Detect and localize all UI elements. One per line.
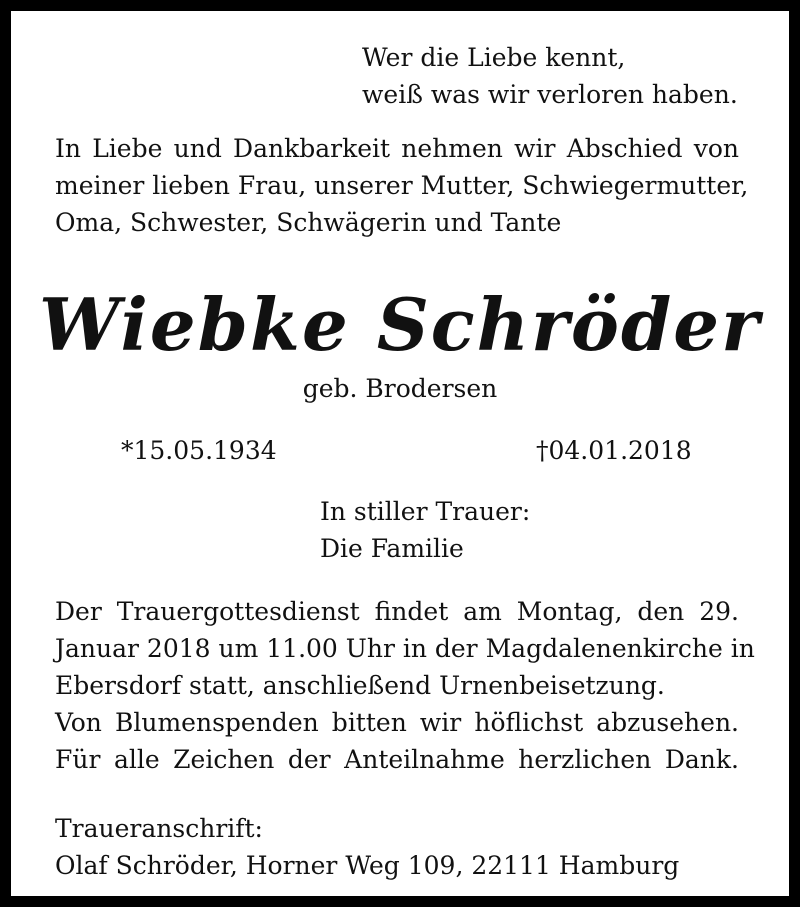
intro-paragraph: [55, 130, 749, 241]
motto-line-2: weiß was wir verloren haben.: [362, 80, 738, 109]
birth-date: *15.05.1934: [121, 436, 277, 465]
death-date: †04.01.2018: [536, 436, 692, 465]
service-line-4: Von Blumenspenden bitten wir höflichst abzusehen.: [55, 708, 739, 737]
mourners-line-1: In stiller Trauer:: [320, 497, 531, 526]
intro-line-3: Oma, Schwester, Schwägerin und Tante: [55, 208, 562, 237]
service-paragraph: [55, 593, 755, 778]
motto-line-1: Wer die Liebe kennt,: [362, 43, 626, 72]
address-value: Olaf Schröder, Horner Weg 109, 22111 Hamburg: [55, 851, 680, 880]
service-line-2: Januar 2018 um 11.00 Uhr in der Magdalenenkirche in: [55, 634, 755, 663]
address-label: Traueranschrift:: [55, 814, 263, 843]
service-line-3: Ebersdorf statt, anschließend Urnenbeisetzung.: [55, 671, 665, 700]
mourners-line-2: Die Familie: [320, 534, 464, 563]
intro-line-2: meiner lieben Frau, unserer Mutter, Schwiegermutter,: [55, 171, 749, 200]
service-line-5: Für alle Zeichen der Anteilnahme herzlichen Dank.: [55, 745, 739, 774]
maiden-name: geb. Brodersen: [302, 374, 498, 403]
deceased-name: Wiebke Schröder: [38, 282, 762, 367]
service-line-1: Der Trauergottesdienst findet am Montag, den 29.: [55, 597, 739, 626]
intro-line-1: In Liebe und Dankbarkeit nehmen wir Abschied von: [55, 134, 739, 163]
